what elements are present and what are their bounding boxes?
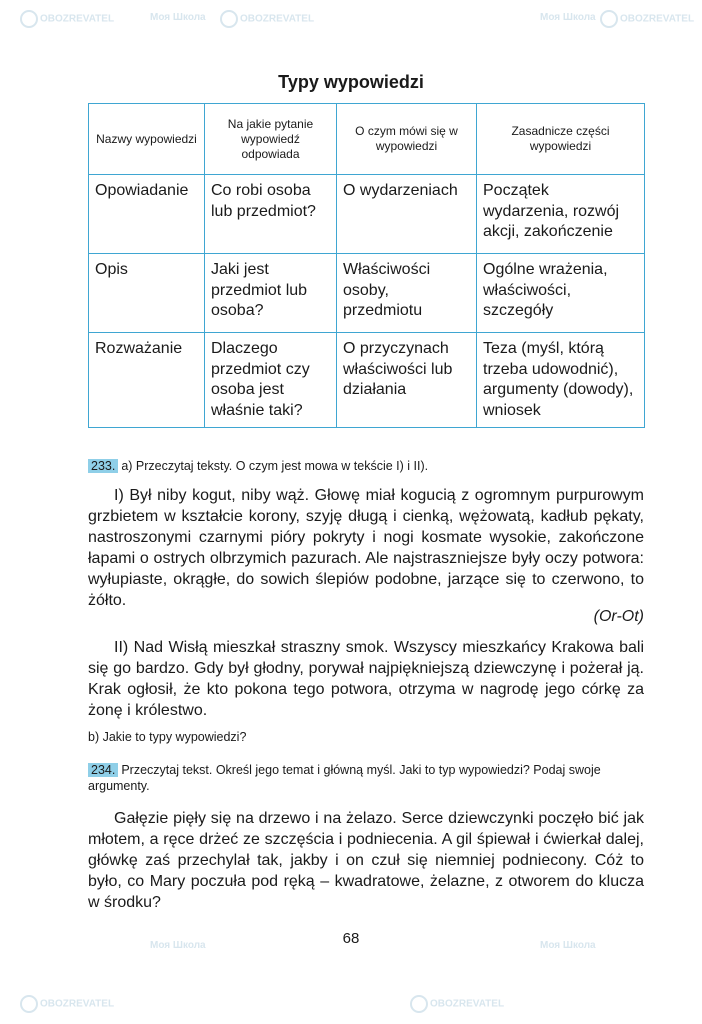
- page-number: 68: [342, 930, 360, 947]
- watermark: OBOZREVATEL: [600, 10, 694, 28]
- watermark: Моя Школа: [150, 12, 206, 23]
- table-cell: Opowiadanie: [89, 175, 205, 254]
- table-header-cell: Nazwy wypowiedzi: [89, 104, 205, 175]
- task-234-paragraph: Gałęzie pięły się na drzewo i na żelazo. Serce dziewczynki poczęło bić jak młotem, a ręce drżeć ze szczęścia i podniecenia. A gil śpiewał i ćwierkał dalej, główkę zaś przechylał tak, jakby i on czuł się niemniej podniecony. Cóż to było, co Mary poczuła pod ręką – kwadratowe, żelazne, z otworem do klucza w środku?: [88, 810, 644, 911]
- text-1-paragraph: I) Był niby kogut, niby wąż. Głowę miał kogucią z ogromnym purpurowym grzbietem w kształcie korony, szyję długą i cienką, wężowatą, kadłub pękaty, nastroszonymi czarnymi pióry pokryty i nogi kosmate wysokie, zakończone łapami o ostrych olbrzymich pazurach. Ale najstraszniejsze były oczy potwora: wyłupiaste, okrągłe, do sowich ślepiów podobne, jarzące się to czerwono, to żółto.: [88, 487, 644, 609]
- table-header-cell: Zasadnicze części wypowiedzi: [477, 104, 645, 175]
- task-instruction-text: Przeczytaj tekst. Określ jego temat i główną myśl. Jaki to typ wypowiedzi? Podaj swoje argumenty.: [88, 763, 601, 793]
- watermark-logo-icon: [20, 995, 38, 1013]
- page-title: Typy wypowiedzi: [278, 72, 424, 92]
- table-header-cell: O czym mówi się w wypowiedzi: [337, 104, 477, 175]
- author-signature: (Or-Ot): [593, 608, 644, 625]
- watermark: OBOZREVATEL: [20, 10, 114, 28]
- table-row: [89, 175, 645, 254]
- watermark: Моя Школа: [540, 940, 596, 951]
- table-cell: Rozważanie: [89, 333, 205, 428]
- watermark-logo-icon: [20, 10, 38, 28]
- table-cell: Co robi osoba lub przedmiot?: [205, 175, 337, 254]
- watermark: OBOZREVATEL: [220, 10, 314, 28]
- table-cell: Właściwości osoby, przedmiotu: [337, 254, 477, 333]
- table-cell: Jaki jest przedmiot lub osoba?: [205, 254, 337, 333]
- task-number-badge: 234.: [88, 763, 118, 777]
- task-234-instruction: [88, 762, 644, 794]
- task-number-badge: 233.: [88, 459, 118, 473]
- task-233-instruction-b: b) Jakie to typy wypowiedzi?: [88, 730, 247, 744]
- table-row: [89, 333, 645, 428]
- watermark: Моя Школа: [150, 940, 206, 951]
- task-instruction-text: a) Przeczytaj teksty. O czym jest mowa w tekście I) i II).: [121, 459, 429, 473]
- text-2-paragraph: II) Nad Wisłą mieszkał straszny smok. Wszyscy mieszkańcy Krakowa bali się go bardzo. Gdy był głodny, porywał najpiękniejszą dziewczynę i pożerał ją. Krak ogłosił, że kto pokona tego potwora, otrzyma w nagrodę jego córkę za żonę i królestwo.: [88, 639, 644, 719]
- table-cell: Początek wydarzenia, rozwój akcji, zakończenie: [477, 175, 645, 254]
- watermark: Моя Школа: [540, 12, 596, 23]
- table-row: [89, 254, 645, 333]
- table-cell: O przyczynach właściwości lub działania: [337, 333, 477, 428]
- watermark-logo-icon: [600, 10, 618, 28]
- watermark: OBOZREVATEL: [410, 995, 504, 1013]
- table-cell: Teza (myśl, którą trzeba udowodnić), argumenty (dowody), wniosek: [477, 333, 645, 428]
- table-cell: Dlaczego przedmiot czy osoba jest właśnie taki?: [205, 333, 337, 428]
- table-header-cell: Na jakie pytanie wypowiedź odpowiada: [205, 104, 337, 175]
- watermark: OBOZREVATEL: [20, 995, 114, 1013]
- types-table: [88, 103, 645, 428]
- watermark-logo-icon: [220, 10, 238, 28]
- table-cell: O wydarzeniach: [337, 175, 477, 254]
- task-233-instruction: [88, 458, 648, 474]
- watermark-logo-icon: [410, 995, 428, 1013]
- table-cell: Opis: [89, 254, 205, 333]
- table-header-row: [89, 104, 645, 175]
- table-cell: Ogólne wrażenia, właściwości, szczegóły: [477, 254, 645, 333]
